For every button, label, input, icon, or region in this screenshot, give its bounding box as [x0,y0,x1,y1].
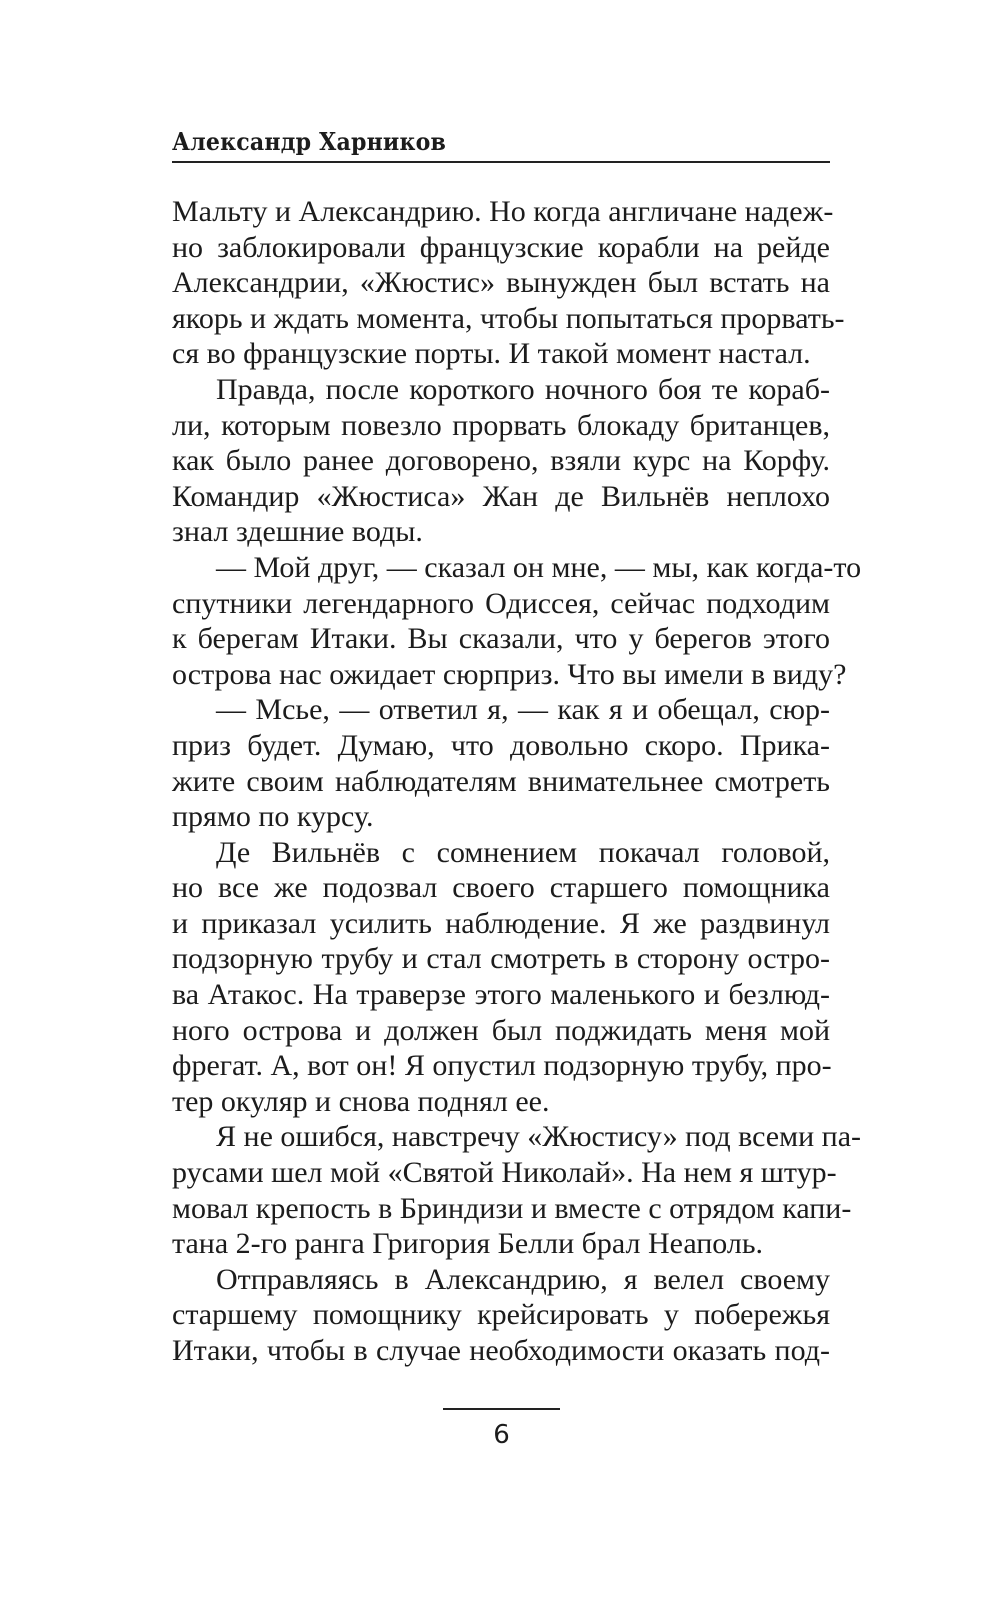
text-line: к берегам Итаки. Вы сказали, что у берегов этого [172,622,830,656]
text-line: старшему помощнику крейсировать у побережья [172,1298,830,1332]
text-line: но заблокировали французские корабли на рейде [172,230,830,264]
text-line: якорь и ждать момента, чтобы попытаться прорвать- [172,301,845,335]
running-head-author: Александр Харников [172,127,447,156]
text-line: ного острова и должен был поджидать меня мой [172,1013,830,1047]
text-line: тана 2-го ранга Григория Белли брал Неаполь. [172,1227,764,1261]
text-line: Итаки, чтобы в случае необходимости оказать под- [172,1334,830,1367]
text-line: мовал крепость в Бриндизи и вместе с отрядом капи- [172,1191,852,1225]
text-line: Командир «Жюстиса» Жан де Вильнёв неплохо [172,479,830,513]
text-line: приз будет. Думаю, что довольно скоро. Прика- [172,728,830,762]
text-line: Мальту и Александрию. Но когда англичане надеж- [172,195,834,228]
text-line: знал здешние воды. [172,515,423,549]
text-line: Правда, после короткого ночного боя те кораб- [216,372,830,406]
text-line: жите своим наблюдателям внимательнее смотреть [172,764,830,798]
text-line: прямо по курсу. [172,800,374,834]
text-line: Отправляясь в Александрию, я велел своему [216,1262,830,1296]
page-number: 6 [493,1420,510,1450]
text-line: — Мой друг, — сказал он мне, — мы, как когда-то [216,550,862,584]
body-text [172,194,862,1369]
text-line: — Мсье, — ответил я, — как я и обещал, сюр- [216,693,830,727]
page-number-rule [443,1408,560,1410]
text-line: но все же подозвал своего старшего помощника [172,871,830,905]
text-line: и приказал усилить наблюдение. Я же раздвинул [172,906,830,940]
text-line: фрегат. А, вот он! Я опустил подзорную трубу, про- [172,1049,832,1083]
text-line: как было ранее договорено, взяли курс на Корфу. [172,444,830,478]
text-line: тер окуляр и снова поднял ее. [172,1084,550,1118]
header-rule [172,161,830,163]
text-line: острова нас ожидает сюрприз. Что вы имели в виду? [172,657,847,691]
text-line: спутники легендарного Одиссея, сейчас подходим [172,586,830,620]
text-line: Александрии, «Жюстис» вынужден был встать на [172,266,830,300]
text-line: Я не ошибся, навстречу «Жюстису» под всеми па- [216,1120,861,1154]
text-line: Де Вильнёв с сомнением покачал головой, [216,835,830,869]
text-line: русами шел мой «Святой Николай». На нем я штур- [172,1156,837,1190]
text-line: подзорную трубу и стал смотреть в сторону остро- [172,942,830,976]
text-line: ли, которым повезло прорвать блокаду британцев, [172,408,830,442]
text-line: ся во французские порты. И такой момент настал. [172,337,811,371]
text-line: ва Атакос. На траверзе этого маленького и безлюд- [172,978,830,1012]
